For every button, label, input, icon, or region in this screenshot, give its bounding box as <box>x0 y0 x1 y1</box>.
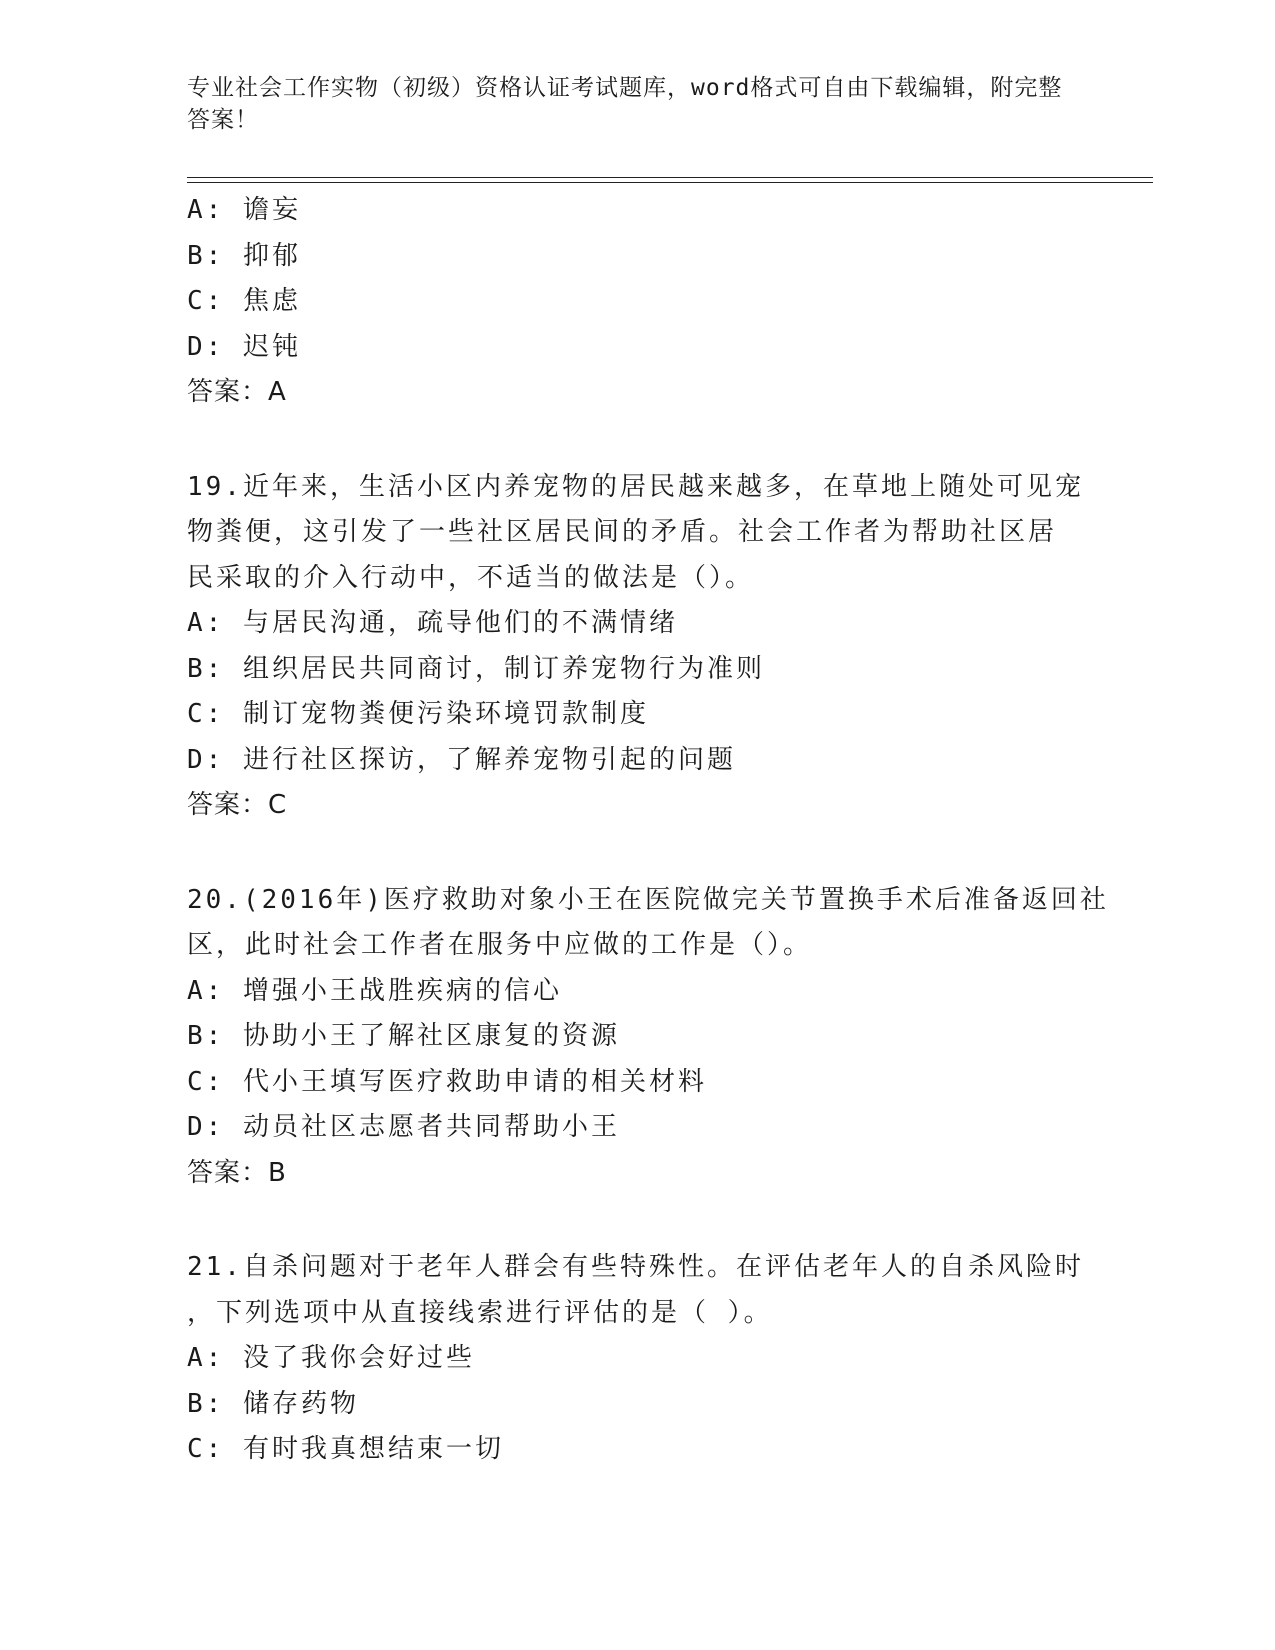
question-stem-line: ，下列选项中从直接线索进行评估的是（ ）。 <box>187 1297 773 1328</box>
question-20 <box>187 878 1109 1197</box>
option-a: A: 没了我你会好过些 <box>187 1343 475 1373</box>
answer: 答案：C <box>187 790 288 820</box>
answer: 答案：B <box>187 1157 287 1188</box>
option-a: A: 谵妄 <box>187 195 301 225</box>
option-d: D: 迟钝 <box>187 331 301 362</box>
question-21 <box>187 1245 1087 1473</box>
option-b: B: 储存药物 <box>187 1388 359 1419</box>
question-19 <box>187 465 1087 829</box>
header-rule-top <box>187 177 1153 178</box>
question-stem-line: 民采取的介入行动中，不适当的做法是（）。 <box>187 562 755 593</box>
header-rule-bottom <box>187 182 1153 183</box>
question-list <box>187 188 1109 1473</box>
option-b: B: 组织居民共同商讨，制订养宠物行为准则 <box>187 653 765 684</box>
spacer <box>187 416 1087 465</box>
option-a: A: 与居民沟通，疏导他们的不满情绪 <box>187 608 678 638</box>
question-stem-line: 20.(2016年)医疗救助对象小王在医院做完关节置换手术后准备返回社 <box>187 884 1109 915</box>
option-d: D: 动员社区志愿者共同帮助小王 <box>187 1112 620 1142</box>
option-a: A: 增强小王战胜疾病的信心 <box>187 975 562 1006</box>
option-c: C: 焦虑 <box>187 286 301 316</box>
question-stem-line: 21.自杀问题对于老年人群会有些特殊性。在评估老年人的自杀风险时 <box>187 1252 1084 1282</box>
option-c: C: 有时我真想结束一切 <box>187 1434 504 1464</box>
question-stem-line: 19.近年来，生活小区内养宠物的居民越来越多，在草地上随处可见宠 <box>187 471 1084 502</box>
question-stem-line: 物粪便，这引发了一些社区居民间的矛盾。社会工作者为帮助社区居 <box>187 517 1058 547</box>
option-c: C: 制订宠物粪便污染环境罚款制度 <box>187 699 649 729</box>
question-18 <box>187 188 1087 416</box>
spacer <box>187 1196 1087 1245</box>
option-b: B: 抑郁 <box>187 240 301 271</box>
option-d: D: 进行社区探访，了解养宠物引起的问题 <box>187 744 736 775</box>
answer: 答案：A <box>187 377 287 407</box>
page-header: 专业社会工作实物（初级）资格认证考试题库，word格式可自由下载编辑，附完整答案！ <box>187 75 1063 133</box>
option-b: B: 协助小王了解社区康复的资源 <box>187 1021 620 1051</box>
question-stem-line: 区，此时社会工作者在服务中应做的工作是（）。 <box>187 930 813 960</box>
spacer <box>187 829 1087 878</box>
option-c: C: 代小王填写医疗救助申请的相关材料 <box>187 1066 707 1097</box>
